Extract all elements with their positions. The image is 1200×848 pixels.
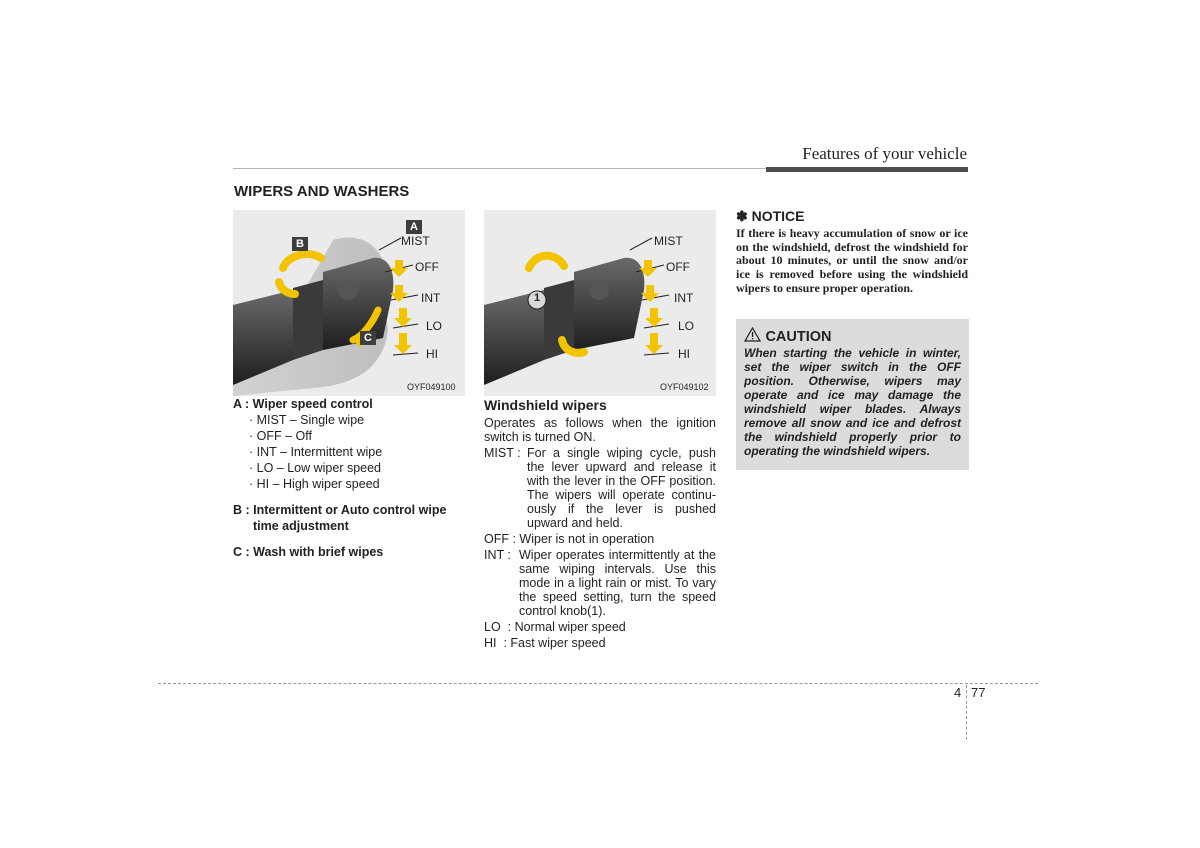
speed-knob-number: 1 bbox=[533, 292, 541, 304]
mode-mist-label: MIST : bbox=[484, 446, 521, 460]
windshield-title: Windshield wipers bbox=[484, 397, 607, 413]
page-number: 77 bbox=[971, 685, 986, 700]
notice-body: If there is heavy accumulation of snow or ice on the windshield, defrost the windshield for about 10 minutes, or until the snow and/or ice is removed before using the windshield wipers to ensure proper operation. bbox=[736, 226, 968, 295]
running-header: Features of your vehicle bbox=[802, 144, 967, 163]
callout-badge-b: B bbox=[292, 237, 308, 251]
legend-a-item: · MIST – Single wipe bbox=[249, 413, 365, 427]
wiper-switch-figure-1 bbox=[233, 210, 465, 396]
legend-a-item: · INT – Intermittent wipe bbox=[249, 445, 383, 459]
label-hi: HI bbox=[426, 347, 438, 361]
caution-box bbox=[736, 319, 969, 470]
warning-triangle-icon bbox=[744, 327, 761, 347]
callout-badge-c: C bbox=[360, 331, 376, 345]
label-lo: LO bbox=[426, 319, 443, 333]
mode-int-row bbox=[484, 548, 716, 618]
mode-lo-line: LO : Normal wiper speed bbox=[484, 620, 626, 634]
section-title: WIPERS AND WASHERS bbox=[234, 183, 410, 200]
windshield-intro: Operates as follows when the ignition switch is turned ON. bbox=[484, 416, 716, 444]
callout-badge-a: A bbox=[406, 220, 422, 234]
caution-title: CAUTION bbox=[765, 329, 832, 345]
legend-a-item: · OFF – Off bbox=[249, 429, 312, 443]
wiper-switch-figure-2 bbox=[484, 210, 716, 396]
legend bbox=[233, 396, 465, 560]
caution-header bbox=[744, 327, 832, 347]
label-int: INT bbox=[421, 291, 441, 305]
caution-body: When starting the vehicle in winter, set the wiper switch in the OFF position. Otherwise, wipers may operate and ice may damage the windshield wiper blades. Always remove all snow and ice and defrost the windshield properly prior to operating the windshield wipers. bbox=[744, 346, 961, 458]
legend-b-title: B : Intermittent or Auto control wipe bbox=[233, 503, 447, 517]
notice-title: ✽ NOTICE bbox=[736, 208, 805, 224]
mode-int-text: Wiper operates intermittently at the same wiping intervals. Use this mode in a light rain or mist. To vary the speed setting, turn the speed control knob(1). bbox=[519, 548, 716, 618]
header-rule bbox=[233, 168, 768, 169]
label-hi: HI bbox=[678, 347, 690, 361]
legend-a-item: · LO – Low wiper speed bbox=[249, 461, 382, 475]
label-int: INT bbox=[674, 291, 694, 305]
footer-divider bbox=[966, 685, 967, 740]
mode-mist-text: For a single wiping cycle, push the lever upward and release it with the lever in the OFF position. The wipers will operate continu-ously if the lever is pushed upward and held. bbox=[527, 446, 716, 530]
legend-a-item: · HI – High wiper speed bbox=[249, 477, 380, 491]
windshield-section bbox=[484, 396, 716, 650]
mode-mist-row bbox=[484, 446, 716, 530]
label-off: OFF bbox=[415, 260, 439, 274]
footer-rule bbox=[158, 683, 1038, 684]
label-off: OFF bbox=[666, 260, 690, 274]
figure-code: OYF049102 bbox=[660, 382, 709, 392]
chapter-number: 4 bbox=[954, 685, 962, 700]
mode-hi-line: HI : Fast wiper speed bbox=[484, 636, 606, 650]
label-lo: LO bbox=[678, 319, 695, 333]
figure-code: OYF049100 bbox=[407, 382, 456, 392]
label-mist: MIST bbox=[654, 234, 683, 248]
mode-int-label: INT : bbox=[484, 548, 511, 562]
legend-b-title-cont: time adjustment bbox=[253, 519, 349, 533]
header-bar bbox=[766, 167, 968, 172]
label-mist: MIST bbox=[401, 234, 430, 248]
mode-off-line: OFF : Wiper is not in operation bbox=[484, 532, 655, 546]
legend-c-title: C : Wash with brief wipes bbox=[233, 545, 384, 559]
legend-a-title: A : Wiper speed control bbox=[233, 397, 373, 411]
